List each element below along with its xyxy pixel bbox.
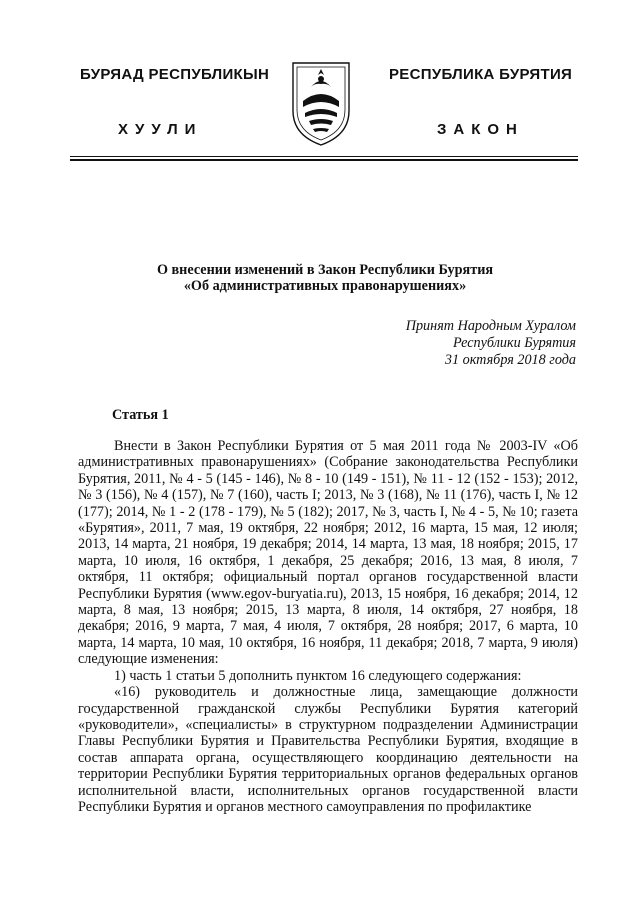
header-left-subtitle: ХУУЛИ: [118, 121, 203, 138]
adoption-note: [330, 318, 576, 369]
header-right-title: РЕСПУБЛИКА БУРЯТИЯ: [389, 66, 573, 83]
law-title-line-2: «Об административных правонарушениях»: [183, 278, 467, 295]
coat-of-arms-emblem: [289, 57, 353, 147]
law-title-line-1: О внесении изменений в Закон Республики Бурятия: [156, 262, 494, 278]
adoption-line-1: Принят Народным Хуралом: [405, 318, 576, 334]
paragraph-item-1: 1) часть 1 статьи 5 дополнить пунктом 16 следующего содержания:: [114, 667, 522, 684]
law-title: [90, 262, 560, 295]
adoption-line-2: Республики Бурятия: [452, 335, 576, 351]
article-body: [78, 438, 578, 815]
article-heading: Статья 1: [112, 407, 169, 423]
header-left-title: БУРЯАД РЕСПУБЛИКЫН: [80, 66, 270, 83]
header-divider-thin: [70, 156, 578, 157]
header-right-subtitle: ЗАКОН: [437, 121, 524, 138]
paragraph-amendment-intro: Внести в Закон Республики Бурятия от 5 мая 2011 года № 2003-IV «Об административных правонарушениях» (Собрание законодательства Республики Бурятия, 2011, № 4 - 5 (145 - 146), № 8 - 10 (149 - 151), № 11 - 12 (152 - 153); 2012, № 3 (156), № 4 (157), № 7 (160), часть I; 2013, № 3 (168), № 11 (176), часть I, № 12 (177); 2014, № 1 - 2 (178 - 179), № 5 (182); 2017, № 3, часть I, № 4 - 5, № 10; газета «Бурятия», 2011, 7 мая, 19 октября, 22 ноября; 2012, 16 марта, 15 мая, 12 июля; 2013, 14 марта, 21 ноября, 19 декабря; 2014, 14 марта, 13 мая, 18 ноября; 2015, 17 марта, 10 июля, 16 октября, 1 декабря, 25 декабря; 2016, 13 мая, 8 июля, 7 октября, 11 октября; официальный портал органов государственной власти Республики Бурятия (www.egov-buryatia.ru), 2013, 15 ноября, 16 декабря; 2014, 12 марта, 8 мая, 13 ноября; 2015, 13 марта, 8 июля, 14 октября, 27 ноября, 18 декабря; 2016, 9 марта, 7 мая, 4 июля, 7 октября, 28 ноября; 2017, 6 марта, 10 марта, 14 марта, 10 мая, 10 октября, 16 ноября, 11 декабря; 2018, 7 марта, 9 июля) следующие изменения:: [78, 438, 578, 668]
adoption-date: 31 октября 2018 года: [444, 352, 576, 368]
header-divider-thick: [70, 159, 578, 161]
paragraph-item-16: «16) руководитель и должностные лица, замещающие должности государственной гражданской службы Республики Бурятия категорий «руководители», «специалисты» в структурном подразделении Администрации Главы Республики Бурятия и Правительства Республики Бурятия, входящие в состав аппарата органа, осуществляющего координацию деятельности на территории Республики Бурятия территориальных органов федеральных органов исполнительной власти, исполнительных органов государственной власти Республики Бурятия и органов местного самоуправления по профилактике: [78, 684, 578, 815]
